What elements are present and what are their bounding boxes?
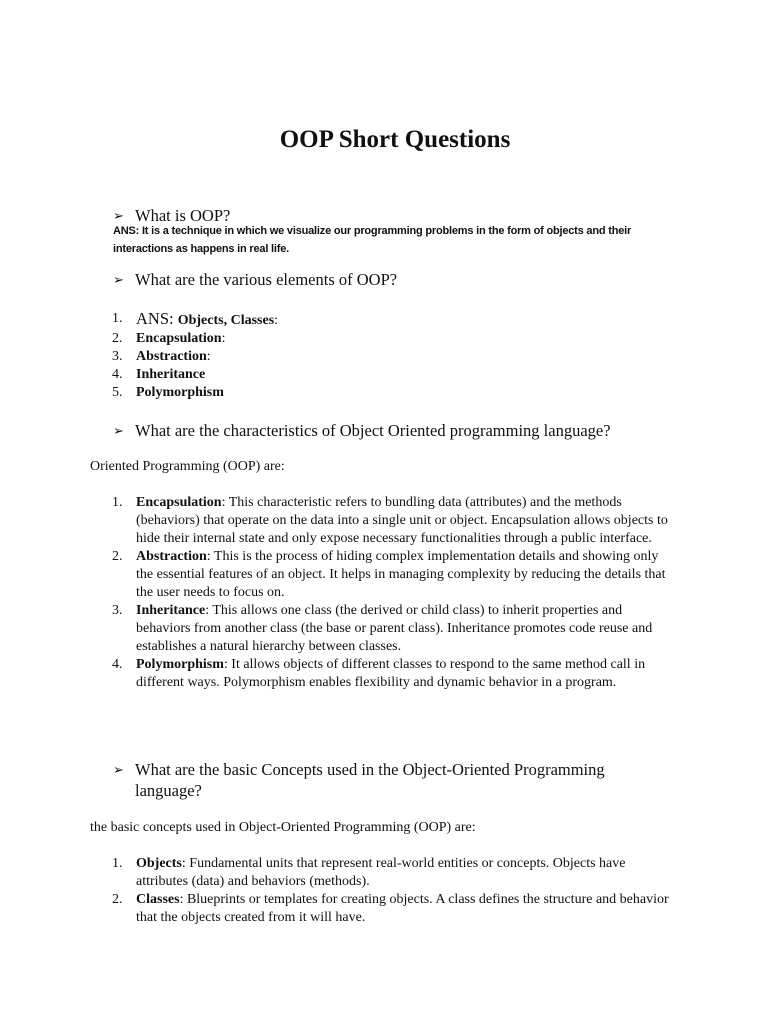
list-term: Encapsulation xyxy=(136,495,222,510)
list-item xyxy=(0,348,700,366)
list-term: Inheritance xyxy=(136,367,206,382)
basic-concepts-list xyxy=(0,855,670,927)
list-item xyxy=(0,548,670,602)
list-item xyxy=(0,855,670,891)
answer-prefix: ANS: xyxy=(136,309,178,328)
list-number: 4. xyxy=(112,657,123,672)
arrow-bullet-icon: ➢ xyxy=(113,208,124,223)
list-number: 1. xyxy=(112,856,123,871)
list-suffix: : xyxy=(206,349,211,364)
list-suffix: : xyxy=(274,313,279,328)
elements-list xyxy=(0,310,700,402)
question-elements-of-oop xyxy=(113,269,693,290)
list-text: : This allows one class (the derived or child class) to inherit properties and behaviors from another class (the base or parent class). Inheritance promotes code reuse and establishes a natural hierarchy between classes. xyxy=(136,603,653,654)
list-term: Polymorphism xyxy=(136,385,224,400)
list-term: Inheritance xyxy=(136,603,206,618)
arrow-bullet-icon: ➢ xyxy=(113,272,124,287)
list-text: : This is the process of hiding complex implementation details and showing only the essential features of an object. It helps in managing complexity by reducing the details that the user needs to focus on. xyxy=(136,549,666,600)
list-text: : Fundamental units that represent real-world entities or concepts. Objects have attributes (data) and behaviors (methods). xyxy=(136,856,626,889)
list-item xyxy=(0,656,670,692)
characteristics-intro: Oriented Programming (OOP) are: xyxy=(90,459,285,474)
list-term: Classes xyxy=(136,892,180,907)
list-item xyxy=(0,310,700,330)
list-suffix: : xyxy=(221,331,226,346)
list-item xyxy=(0,494,670,548)
arrow-bullet-icon: ➢ xyxy=(113,762,124,777)
list-number: 2. xyxy=(112,331,123,346)
list-term: Polymorphism xyxy=(136,657,224,672)
question-text: What is OOP? xyxy=(135,206,231,225)
list-number: 2. xyxy=(112,892,123,907)
list-number: 1. xyxy=(112,495,123,510)
list-number: 3. xyxy=(112,349,123,364)
list-number: 5. xyxy=(112,385,123,400)
list-term: Abstraction xyxy=(136,349,207,364)
list-number: 2. xyxy=(112,549,123,564)
question-characteristics xyxy=(113,420,713,441)
list-text: : This characteristic refers to bundling data (attributes) and the methods (behaviors) that operate on the data into a single unit or object. Encapsulation allows objects to hide their internal state and only expose necessary functionalities through a public interface. xyxy=(136,495,668,546)
list-term: Encapsulation xyxy=(136,331,222,346)
list-item xyxy=(0,384,700,402)
answer-text: It is a technique in which we visualize our programming problems in the form of objects and their interactions as happens in real life. xyxy=(113,225,632,255)
list-term: Objects xyxy=(136,856,182,871)
answer-what-is-oop xyxy=(113,223,673,258)
list-text: : Blueprints or templates for creating objects. A class defines the structure and behavior that the objects created from it will have. xyxy=(136,892,669,925)
characteristics-list xyxy=(0,494,670,692)
list-number: 3. xyxy=(112,603,123,618)
list-term: Abstraction xyxy=(136,549,207,564)
list-number: 1. xyxy=(112,311,123,326)
list-item xyxy=(0,602,670,656)
page-title: OOP Short Questions xyxy=(279,126,511,153)
list-text: : It allows objects of different classes to respond to the same method call in different ways. Polymorphism enables flexibility and dynamic behavior in a program. xyxy=(136,657,646,690)
basic-concepts-intro: the basic concepts used in Object-Oriented Programming (OOP) are: xyxy=(90,820,476,835)
list-item xyxy=(0,366,700,384)
question-text: What are the various elements of OOP? xyxy=(135,270,398,289)
question-text: What are the basic Concepts used in the Object-Oriented Programming language? xyxy=(135,760,605,800)
list-term: Objects, Classes xyxy=(177,313,275,328)
question-basic-concepts xyxy=(113,759,653,801)
answer-label: ANS: xyxy=(113,225,140,237)
list-number: 4. xyxy=(112,367,123,382)
arrow-bullet-icon: ➢ xyxy=(113,423,124,438)
question-text: What are the characteristics of Object Oriented programming language? xyxy=(135,421,611,440)
list-item xyxy=(0,891,670,927)
list-item xyxy=(0,330,700,348)
